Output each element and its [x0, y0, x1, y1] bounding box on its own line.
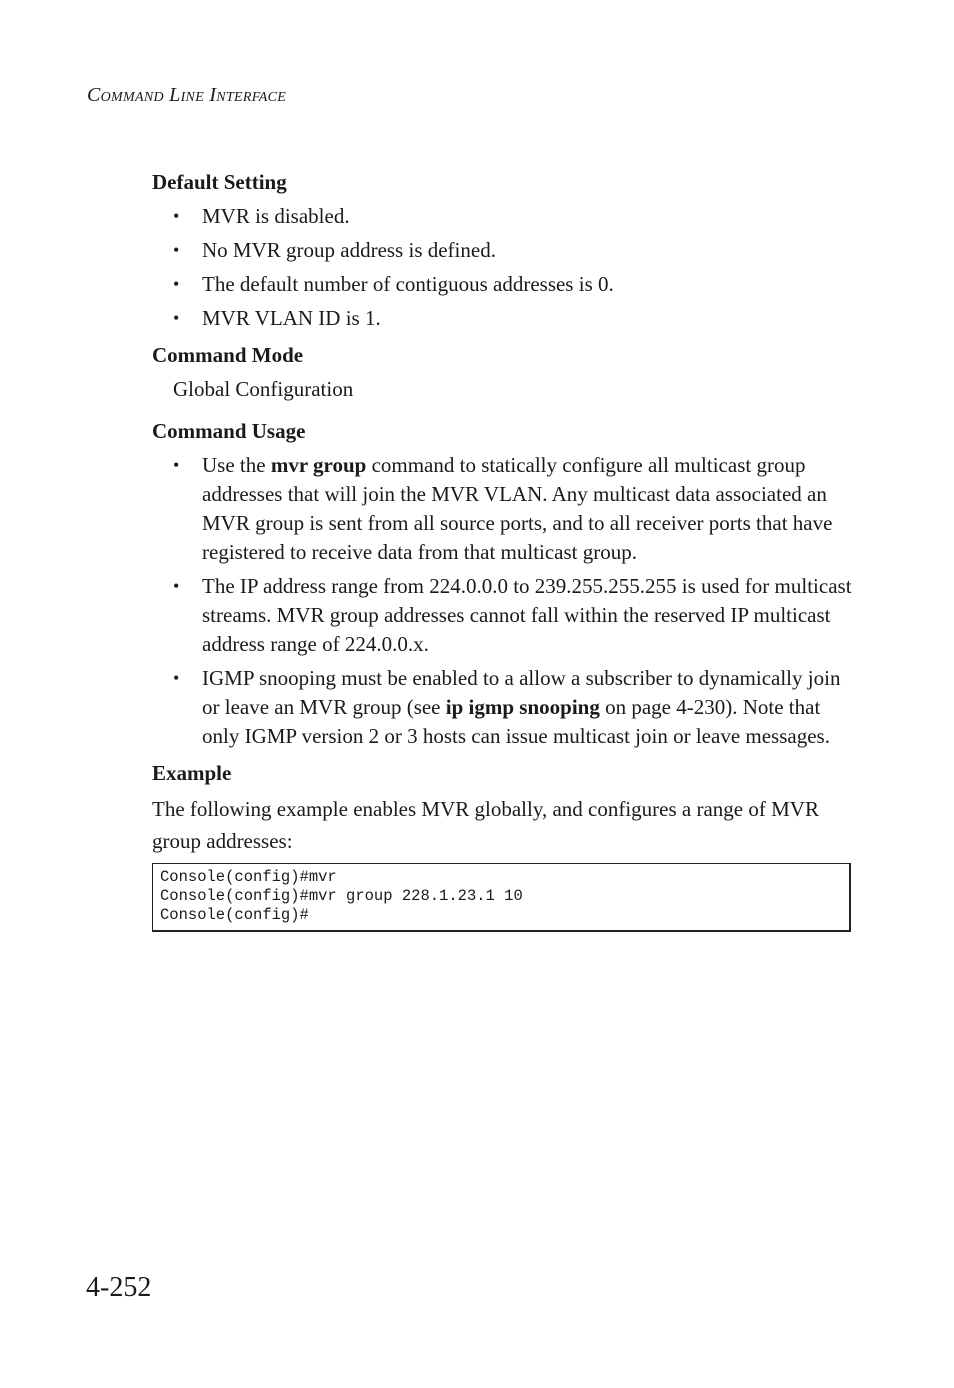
code-line: Console(config)# [160, 906, 309, 924]
bullet-icon: • [173, 240, 180, 260]
command-keyword: mvr group [270, 453, 367, 477]
code-block [152, 863, 851, 932]
list-item: • Use the mvr group command to statically configure all multicast group addresses that will join the MVR VLAN. Any multicast data associated an MVR group is sent from all source ports, and to all receiver ports that have registered to receive data from that multicast group. [173, 453, 833, 564]
running-head: Command Line Interface [87, 84, 287, 106]
default-setting-heading: Default Setting [152, 170, 287, 194]
bullet-icon: • [173, 576, 180, 596]
default-setting-list [152, 202, 852, 333]
bullet-icon: • [173, 206, 180, 226]
command-usage-list [152, 451, 852, 751]
example-heading: Example [152, 761, 232, 785]
list-item: • The IP address range from 224.0.0.0 to 239.255.255.255 is used for multicast streams. MVR group addresses cannot fall within the reserved IP multicast address range of 224.0.0.x. [173, 574, 852, 656]
list-item: • No MVR group address is defined. [152, 236, 852, 265]
code-line: Console(config)#mvr group 228.1.23.1 10 [160, 887, 523, 905]
bullet-icon: • [173, 668, 180, 688]
page-content [152, 168, 852, 932]
list-item: • MVR is disabled. [152, 202, 852, 231]
command-keyword: ip igmp snooping [445, 695, 600, 719]
bullet-icon: • [173, 455, 180, 475]
bullet-icon: • [173, 308, 180, 328]
command-mode-text: Global Configuration [173, 377, 354, 401]
example-text: The following example enables MVR globally, and configures a range of MVR group addresses: [152, 797, 819, 853]
list-item: • The default number of contiguous addresses is 0. [152, 270, 852, 299]
list-item: • MVR VLAN ID is 1. [152, 304, 852, 333]
command-usage-heading: Command Usage [152, 419, 306, 443]
page-number: 4-252 [86, 1272, 152, 1303]
command-mode-heading: Command Mode [152, 343, 304, 367]
list-item: • IGMP snooping must be enabled to a allow a subscriber to dynamically join or leave an MVR group (see ip igmp snooping on page 4-230). Note that only IGMP version 2 or 3 hosts can issue multicast join or leave messages. [173, 666, 841, 748]
bullet-icon: • [173, 274, 180, 294]
code-line: Console(config)#mvr [160, 868, 337, 886]
